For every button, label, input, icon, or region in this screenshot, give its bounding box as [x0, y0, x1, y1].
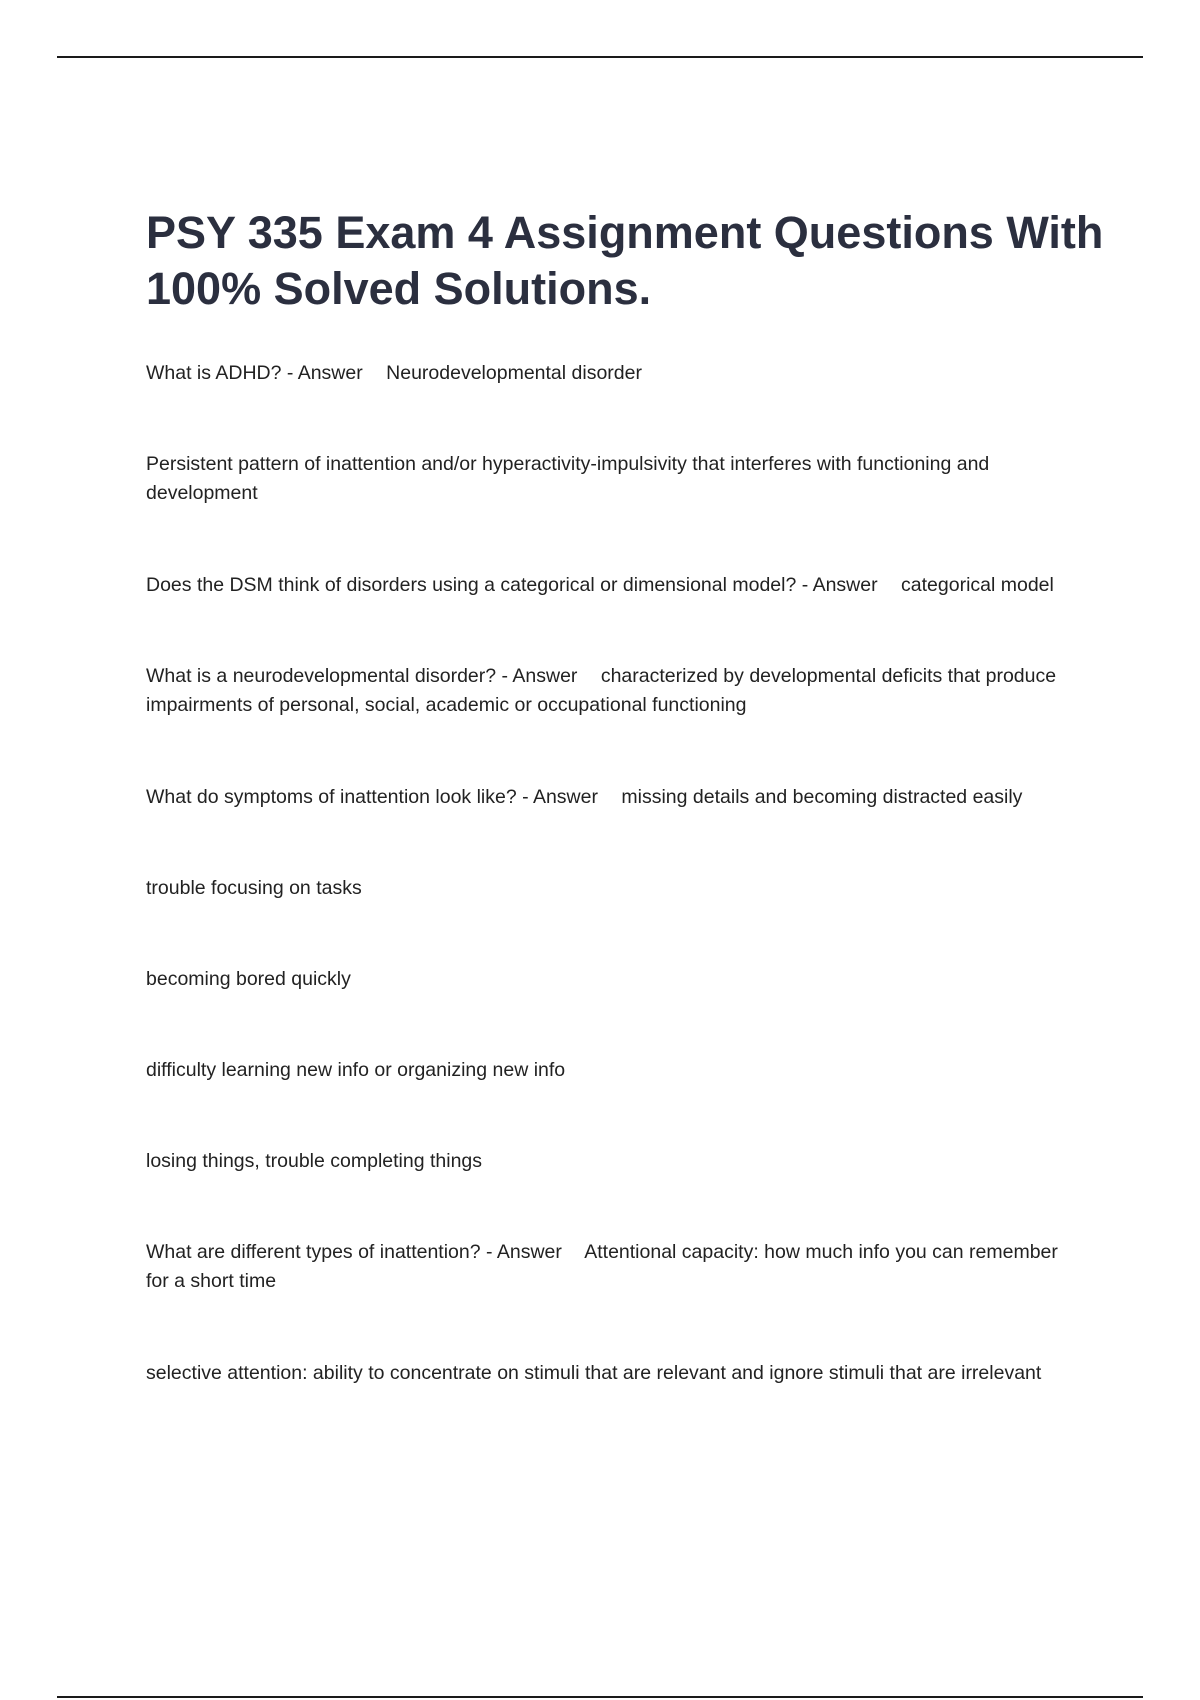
- qa-item: [146, 783, 1086, 812]
- question-text: What are different types of inattention?: [146, 1241, 481, 1263]
- answer-marker: - Answer: [801, 574, 878, 596]
- top-rule: [57, 56, 1143, 58]
- answer-continuation: difficulty learning new info or organizing new info: [146, 1059, 566, 1081]
- document-title: PSY 335 Exam 4 Assignment Questions With 100% Solved Solutions.: [146, 207, 1104, 314]
- answer-text: characterized by developmental deficits that produce impairments of personal, social, academic or occupational functioning: [146, 665, 1057, 716]
- answer-continuation: becoming bored quickly: [146, 968, 351, 990]
- answer-marker: - Answer: [286, 362, 363, 384]
- answer-marker: - Answer: [501, 665, 578, 687]
- answer-continuation: trouble focusing on tasks: [146, 877, 362, 899]
- question-text: What is ADHD?: [146, 362, 282, 384]
- qa-item: [146, 359, 1086, 388]
- answer-text: categorical model: [901, 574, 1054, 596]
- qa-item: [146, 662, 1086, 720]
- qa-item: [146, 571, 1086, 600]
- qa-item: [146, 1238, 1086, 1296]
- question-text: What do symptoms of inattention look like?: [146, 786, 517, 808]
- answer-marker: - Answer: [522, 786, 598, 808]
- answer-continuation: selective attention: ability to concentrate on stimuli that are relevant and ignore stimuli that are irrelevant: [146, 1362, 1042, 1384]
- answer-continuation: Persistent pattern of inattention and/or hyperactivity-impulsivity that interferes with functioning and development: [146, 453, 990, 504]
- answer-text: missing details and becoming distracted easily: [621, 786, 1023, 808]
- answer-text: Attentional capacity: how much info you can remember for a short time: [146, 1241, 1058, 1292]
- question-text: Does the DSM think of disorders using a categorical or dimensional model?: [146, 574, 797, 596]
- answer-marker: - Answer: [486, 1241, 562, 1263]
- question-text: What is a neurodevelopmental disorder?: [146, 665, 497, 687]
- bottom-rule: [57, 1696, 1143, 1698]
- answer-text: Neurodevelopmental disorder: [386, 362, 642, 384]
- answer-continuation: losing things, trouble completing things: [146, 1150, 483, 1172]
